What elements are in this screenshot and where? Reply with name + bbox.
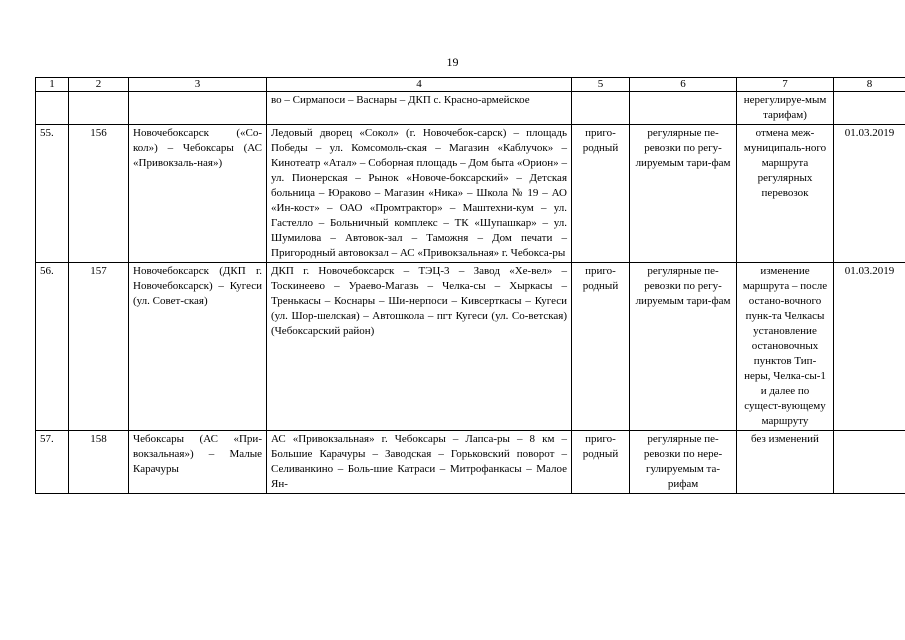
row-number: 57. (36, 431, 69, 494)
route-number: 157 (69, 263, 129, 431)
column-header: 1 (36, 78, 69, 92)
route-change: отмена меж-муниципаль-ного маршрута регулярных перевозок (737, 125, 834, 263)
column-header: 3 (129, 78, 267, 92)
route-number (69, 92, 129, 125)
transport-mode: регулярные пе-ревозки по регу-лируемым тари-фам (630, 125, 737, 263)
routes-table (35, 77, 905, 494)
route-name: Новочебоксарск (ДКП г. Новочебоксарск) – Кугеси (ул. Совет-ская) (129, 263, 267, 431)
table-row (36, 125, 905, 263)
table-row (36, 263, 905, 431)
column-header: 5 (572, 78, 630, 92)
route-change: без изменений (737, 431, 834, 494)
transport-mode: регулярные пе-ревозки по регу-лируемым тари-фам (630, 263, 737, 431)
column-header: 4 (267, 78, 572, 92)
route-type: приго-родный (572, 431, 630, 494)
column-header: 7 (737, 78, 834, 92)
row-number: 55. (36, 125, 69, 263)
route-type: приго-родный (572, 263, 630, 431)
route-number: 156 (69, 125, 129, 263)
change-date (834, 92, 905, 125)
change-date: 01.03.2019 (834, 125, 905, 263)
column-header-row (36, 78, 905, 92)
page-number: 19 (446, 55, 459, 69)
column-header: 8 (834, 78, 905, 92)
transport-mode: регулярные пе-ревозки по нере-гулируемым та-рифам (630, 431, 737, 494)
column-header: 6 (630, 78, 737, 92)
route-path: Ледовый дворец «Сокол» (г. Новочебок-сарск) – площадь Победы – ул. Комсомоль-ская – Магазин «Каблучок» – Кинотеатр «Атал» – Соборная площадь – Дом быта «Орион» – ул. Пионерская – Рынок «Новоче-боксарский» – Детская больница – Юраково – Магазин «Ника» – Школа № 19 – АО «Ин-кост» – ОАО «Промтрактор» – Маштехни-кум – ул. Гастелло – Больничный комплекс – ТК «Шупашкар» – ул. Шумилова – Автовок-зал – Таможня – Дом печати – Пригородный автовокзал – АС «Привокзальная» г. Чебокса-ры (267, 125, 572, 263)
table-row (36, 431, 905, 494)
change-date: 01.03.2019 (834, 263, 905, 431)
row-number (36, 92, 69, 125)
route-path: во – Сирмапоси – Васнары – ДКП с. Красно-армейское (267, 92, 572, 125)
change-date (834, 431, 905, 494)
route-name: Чебоксары (АС «При-вокзальная») – Малые Карачуры (129, 431, 267, 494)
row-number: 56. (36, 263, 69, 431)
route-number: 158 (69, 431, 129, 494)
table-row (36, 92, 905, 125)
route-type: приго-родный (572, 125, 630, 263)
route-change: изменение маршрута – после остано-вочного пунк-та Челкасы установление остановочных пунктов Тип-неры, Челка-сы-1 и далее по сущест-вующему маршруту (737, 263, 834, 431)
route-type (572, 92, 630, 125)
route-name (129, 92, 267, 125)
route-name: Новочебоксарск («Со-кол») – Чебоксары (АС «Привокзаль-ная») (129, 125, 267, 263)
route-path: ДКП г. Новочебоксарск – ТЭЦ-3 – Завод «Хе-вел» – Тоскинеево – Ураево-Магазь – Челка-сы – Хыркасы – Тренькасы – Коснары – Ши-нерпоси – Кивсерткасы – Кугеси (ул. Шор-шелская) – Автошкола – пгт Кугеси (ул. Со-ветская) (Чебоксарский район) (267, 263, 572, 431)
transport-mode (630, 92, 737, 125)
column-header: 2 (69, 78, 129, 92)
route-change: нерегулируе-мым тарифам) (737, 92, 834, 125)
route-path: АС «Привокзальная» г. Чебоксары – Лапса-ры – 8 км – Большие Карачуры – Заводская – Горьковский поворот – Селиванкино – Боль-шие Катраси – Митрофанкасы – Малое Ян- (267, 431, 572, 494)
